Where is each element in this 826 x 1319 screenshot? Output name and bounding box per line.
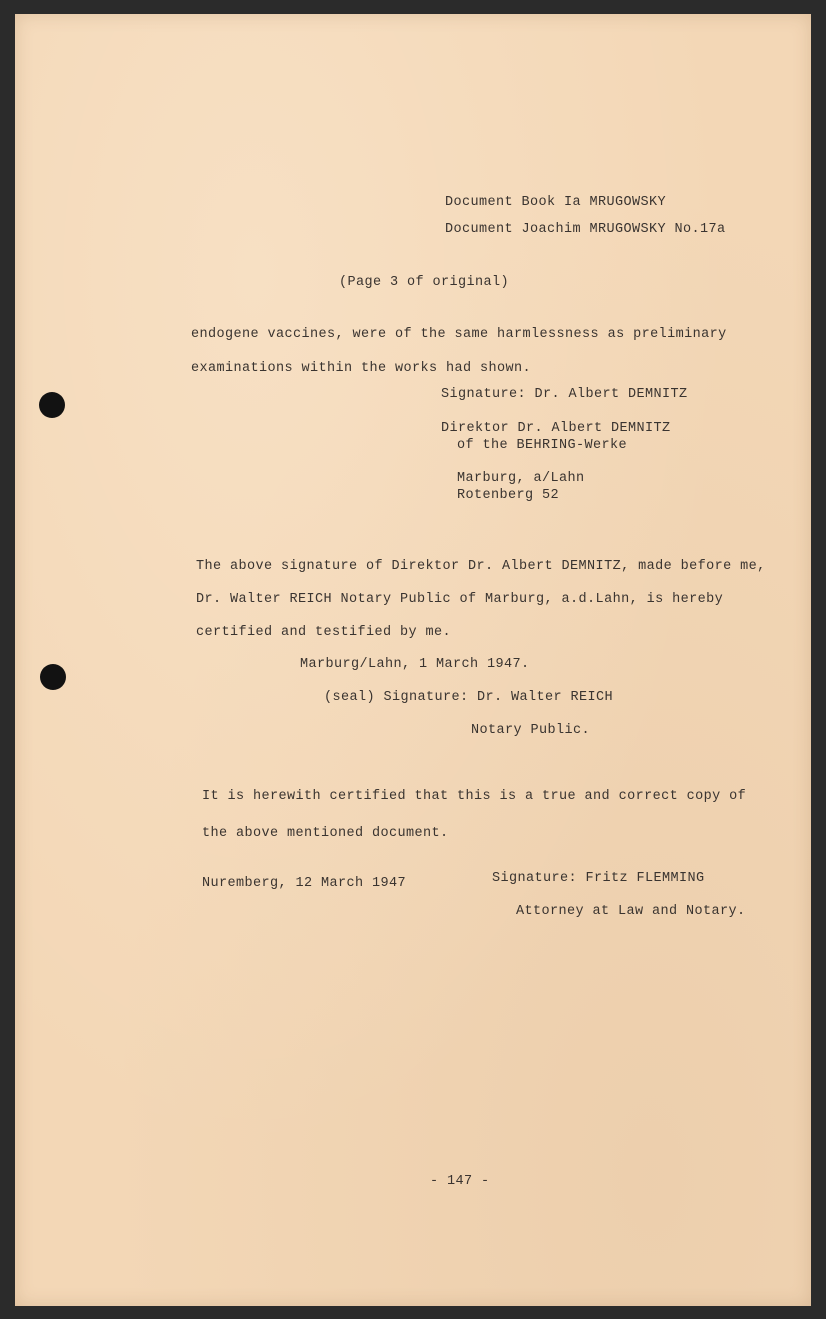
body-text-line: endogene vaccines, were of the same harmlessness as preliminary	[191, 327, 727, 342]
demnitz-address-street: Rotenberg 52	[457, 488, 560, 503]
notary-text-line: The above signature of Direktor Dr. Albert DEMNITZ, made before me,	[196, 559, 766, 574]
notary-role: Notary Public.	[471, 723, 591, 738]
page-reference: (Page 3 of original)	[339, 275, 510, 290]
copy-place-date: Nuremberg, 12 March 1947	[202, 876, 407, 891]
demnitz-organization: of the BEHRING-Werke	[457, 438, 628, 453]
page-number: - 147 -	[430, 1174, 490, 1189]
punch-hole	[40, 664, 66, 690]
document-number-header: Document Joachim MRUGOWSKY No.17a	[445, 222, 726, 237]
notary-signature: (seal) Signature: Dr. Walter REICH	[324, 690, 614, 705]
punch-hole	[39, 392, 65, 418]
demnitz-signature: Signature: Dr. Albert DEMNITZ	[441, 387, 688, 402]
notary-text-line: Dr. Walter REICH Notary Public of Marburg, a.d.Lahn, is hereby	[196, 592, 724, 607]
document-page	[15, 14, 811, 1306]
flemming-signature: Signature: Fritz FLEMMING	[492, 871, 705, 886]
notary-place-date: Marburg/Lahn, 1 March 1947.	[300, 657, 530, 672]
flemming-role: Attorney at Law and Notary.	[516, 904, 746, 919]
copy-certification-line: It is herewith certified that this is a true and correct copy of	[202, 789, 747, 804]
copy-certification-line: the above mentioned document.	[202, 826, 449, 841]
demnitz-address-city: Marburg, a/Lahn	[457, 471, 585, 486]
notary-text-line: certified and testified by me.	[196, 625, 452, 640]
body-text-line: examinations within the works had shown.	[191, 361, 532, 376]
demnitz-title: Direktor Dr. Albert DEMNITZ	[441, 421, 671, 436]
document-book-header: Document Book Ia MRUGOWSKY	[445, 195, 667, 210]
